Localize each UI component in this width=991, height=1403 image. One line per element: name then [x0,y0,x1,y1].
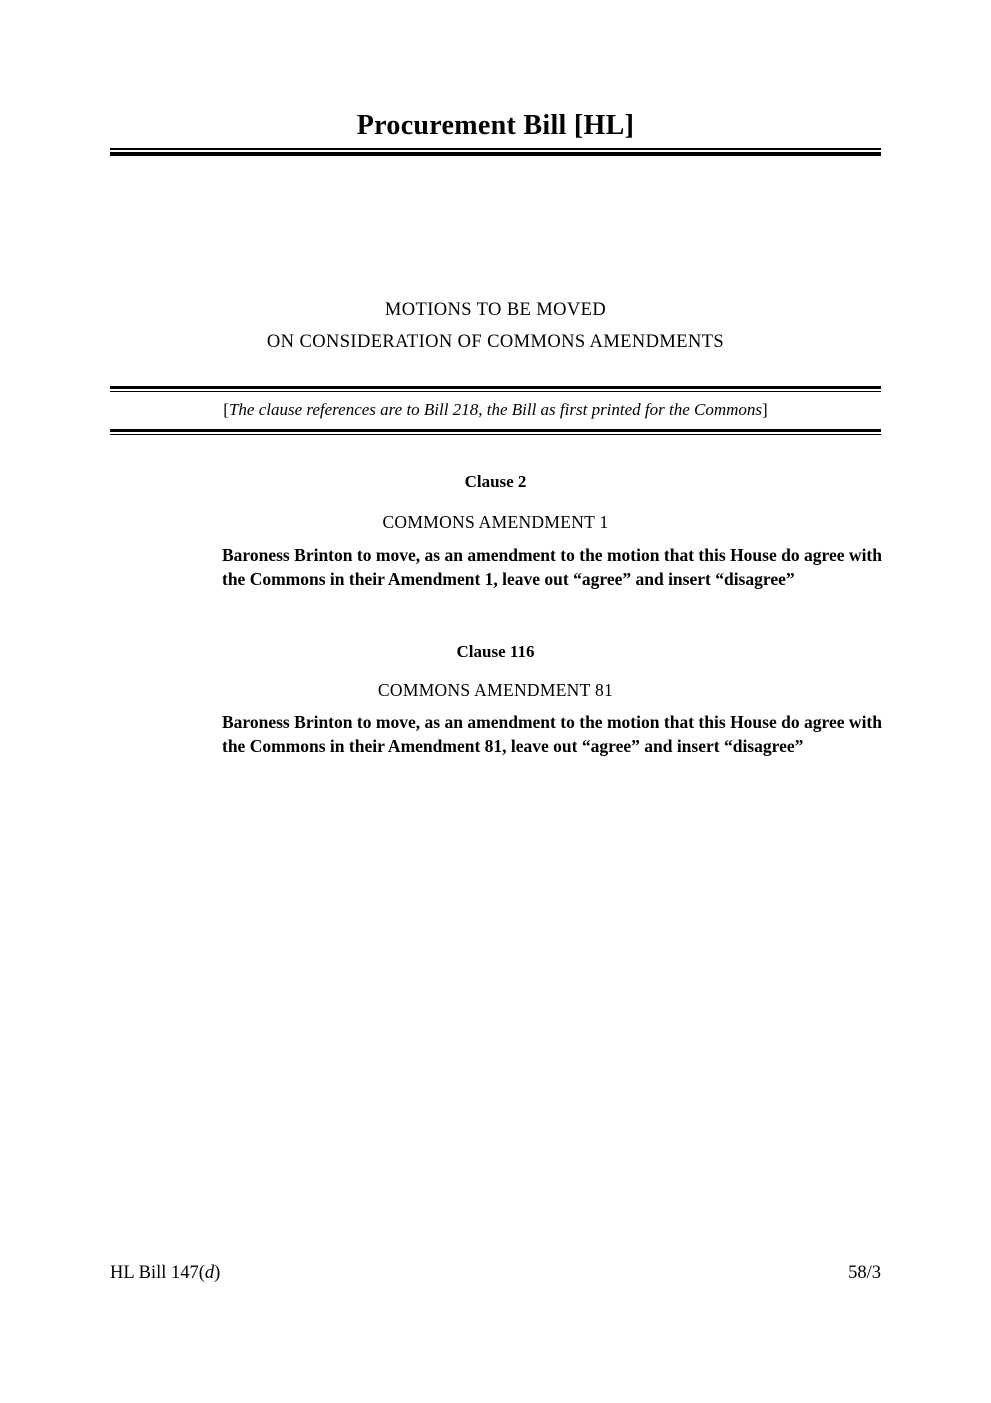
clause-heading-2: Clause 2 [464,472,527,491]
clause-references-note-box [110,386,881,435]
note-close-bracket: ] [762,400,768,419]
commons-amendment-heading-81: COMMONS AMENDMENT 81 [377,680,614,700]
motions-heading-line2: ON CONSIDERATION OF COMMONS AMENDMENTS [266,332,725,352]
bill-number-italic-d: d [204,1263,215,1283]
motions-heading-line1: MOTIONS TO BE MOVED [384,300,607,320]
clause-references-note [110,392,881,429]
bill-number-prefix: HL Bill 147( [110,1263,205,1283]
clause-heading-116: Clause 116 [456,642,535,661]
bill-title: Procurement Bill [HL] [356,110,635,141]
session-number: 58/3 [848,1263,881,1283]
note-open-bracket: [ [223,400,229,419]
commons-amendment-heading-1: COMMONS AMENDMENT 1 [382,512,609,532]
bill-number [110,1263,220,1284]
bill-number-suffix: ) [214,1263,221,1283]
motion-text-2: Baroness Brinton to move, as an amendment to the motion that this House do agree with the Commons in their Amendment 81, leave out “agree” and insert “disagree” [222,712,882,756]
title-double-rule [110,148,881,156]
note-text: The clause references are to Bill 218, the Bill as first printed for the Commons [228,400,763,419]
note-bottom-rule [110,429,881,435]
motion-text-1: Baroness Brinton to move, as an amendment to the motion that this House do agree with the Commons in their Amendment 1, leave out “agree” and insert “disagree” [222,545,882,589]
